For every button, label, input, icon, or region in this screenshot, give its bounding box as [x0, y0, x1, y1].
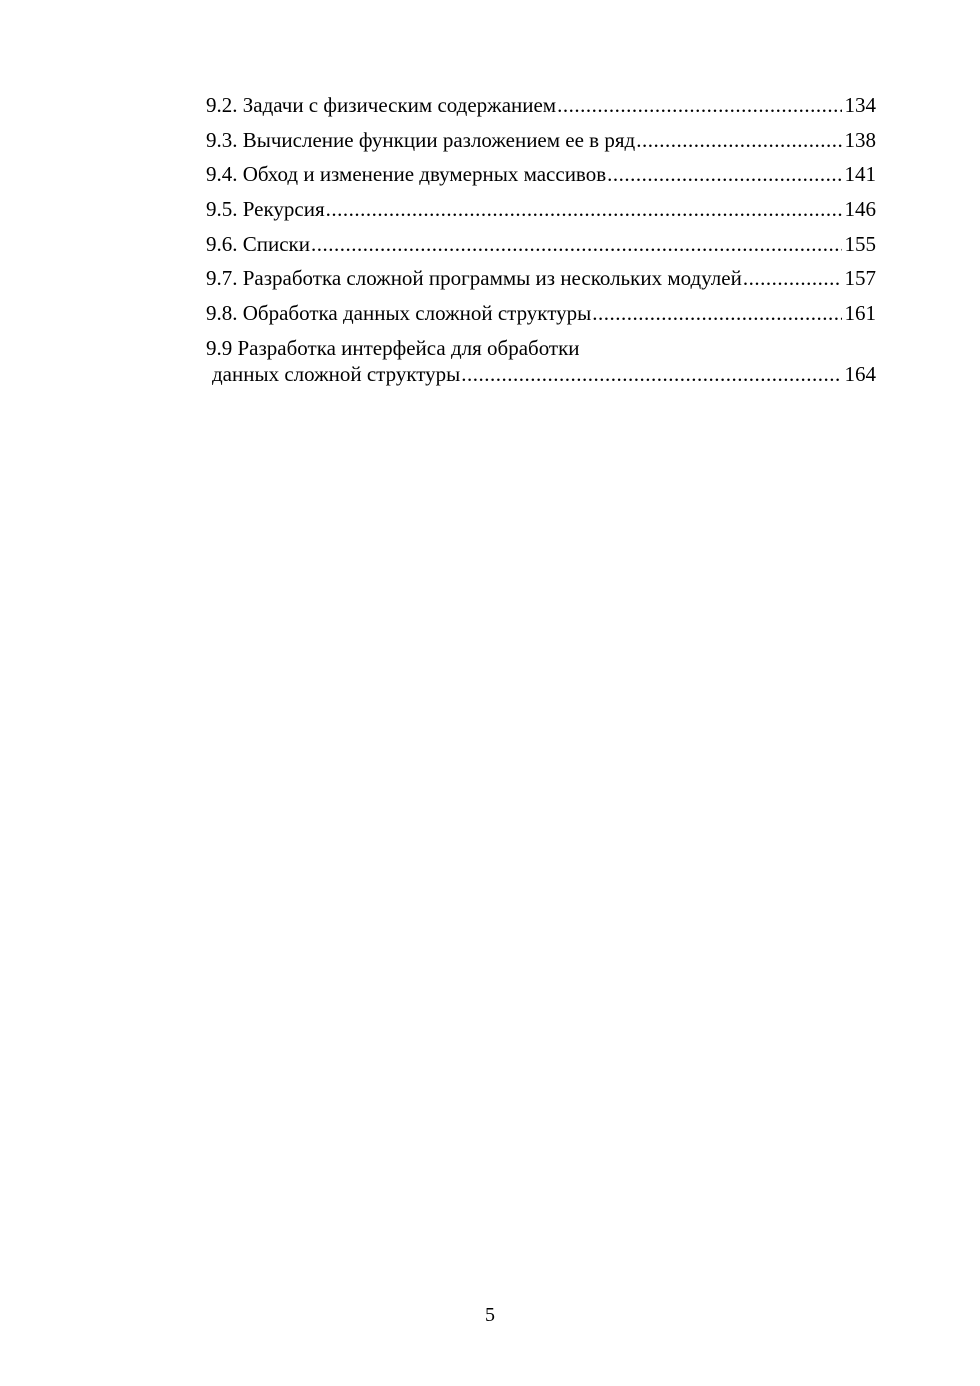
- toc-page-number: 164: [844, 361, 876, 386]
- toc-entry[interactable]: [206, 92, 876, 118]
- toc-page-number: 134: [844, 93, 876, 117]
- toc-page-number: 161: [844, 301, 876, 326]
- toc-entry[interactable]: [206, 127, 876, 153]
- toc-entry-multiline[interactable]: [206, 335, 876, 387]
- dot-leader: [461, 361, 841, 387]
- toc-entry[interactable]: [206, 161, 876, 187]
- toc-entry-title-line2: данных сложной структуры: [212, 361, 461, 386]
- toc-entry-title: 9.6. Списки: [206, 231, 310, 256]
- dot-leader: [636, 127, 841, 153]
- toc-page-number: 141: [844, 162, 876, 187]
- toc-entry-title: 9.4. Обход и изменение двумерных массивов: [206, 162, 607, 187]
- toc-entry[interactable]: [206, 300, 876, 326]
- dot-leader: [326, 196, 842, 222]
- toc-entry-title: 9.7. Разработка сложной программы из нескольких модулей: [206, 266, 742, 291]
- toc-entry-title: 9.3. Вычисление функции разложением ее в ряд: [206, 127, 636, 152]
- toc-page-number: 138: [844, 127, 876, 152]
- toc-entry-title: 9.5. Рекурсия: [206, 197, 325, 222]
- toc-entry[interactable]: [206, 265, 876, 291]
- toc-entry-title: 9.2. Задачи с физическим содержанием: [206, 93, 557, 117]
- toc-page-number: 157: [844, 266, 876, 291]
- toc-page-number: 146: [844, 197, 876, 222]
- dot-leader: [592, 300, 841, 326]
- toc-page-number: 155: [844, 231, 876, 256]
- page-number-footer: 5: [485, 1304, 495, 1326]
- toc-entry-title-line1: 9.9 Разработка интерфейса для обработки: [206, 335, 580, 360]
- dot-leader: [607, 161, 841, 187]
- toc-entry[interactable]: [206, 231, 876, 257]
- table-of-contents: [206, 92, 876, 396]
- dot-leader: [557, 92, 841, 118]
- toc-entry-title: 9.8. Обработка данных сложной структуры: [206, 301, 592, 326]
- dot-leader: [311, 231, 842, 257]
- toc-entry[interactable]: [206, 196, 876, 222]
- toc-entry-continuation: [206, 361, 876, 387]
- dot-leader: [743, 265, 842, 291]
